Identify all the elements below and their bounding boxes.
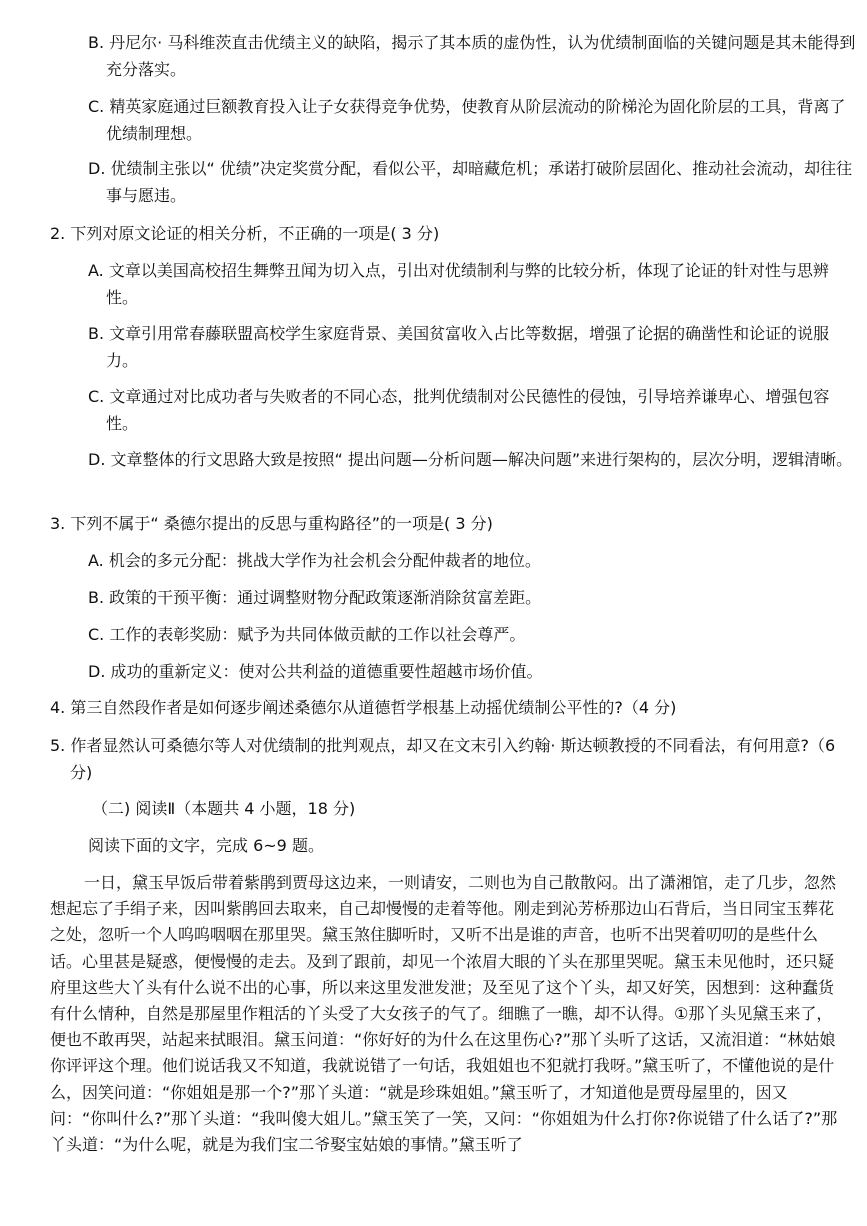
question-5: 5. 作者显然认可桑德尔等人对优绩制的批判观点，却又在文末引入约翰· 斯达顿教授的不同看法，有何用意?（6 分) (50, 736, 836, 782)
q2-option-c: C. 文章通过对比成功者与失败者的不同心态，批判优绩制对公民德性的侵蚀，引导培养谦卑心、增强包容性。 (88, 387, 830, 433)
q3-option-b: B. 政策的干预平衡：通过调整财物分配政策逐渐消除贫富差距。 (88, 588, 542, 607)
q3-option-d: D. 成功的重新定义：使对公共利益的道德重要性超越市场价值。 (88, 662, 543, 681)
reading-instruction: 阅读下面的文字，完成 6~9 题。 (88, 836, 324, 855)
q3-option-c: C. 工作的表彰奖励：赋予为共同体做贡献的工作以社会尊严。 (88, 625, 526, 644)
question-4: 4. 第三自然段作者是如何逐步阐述桑德尔从道德哲学根基上动摇优绩制公平性的?（4 分) (50, 698, 677, 717)
q1-option-b: B. 丹尼尔· 马科维茨直击优绩主义的缺陷，揭示了其本质的虚伪性，认为优绩制面临的关键问题是其未能得到充分落实。 (88, 33, 856, 79)
q2-option-d: D. 文章整体的行文思路大致是按照“ 提出问题—分析问题—解决问题”来进行架构的，层次分明，逻辑清晰。 (88, 450, 853, 469)
q2-option-b: B. 文章引用常春藤联盟高校学生家庭背景、美国贫富收入占比等数据，增强了论据的确凿性和论证的说服力。 (88, 324, 830, 370)
q3-option-a: A. 机会的多元分配：挑战大学作为社会机会分配仲裁者的地位。 (88, 551, 541, 570)
q2-option-a: A. 文章以美国高校招生舞弊丑闻为切入点，引出对优绩制利与弊的比较分析，体现了论证的针对性与思辨性。 (88, 261, 829, 307)
question-2-stem: 2. 下列对原文论证的相关分析，不正确的一项是( 3 分) (50, 224, 440, 243)
question-3-stem: 3. 下列不属于“ 桑德尔提出的反思与重构路径”的一项是( 3 分) (50, 514, 493, 533)
q1-option-d: D. 优绩制主张以“ 优绩”决定奖赏分配，看似公平，却暗藏危机；承诺打破阶层固化、推动社会流动，却往往事与愿违。 (88, 159, 853, 205)
q1-option-c: C. 精英家庭通过巨额教育投入让子女获得竞争优势，使教育从阶层流动的阶梯沦为固化阶层的工具，背离了优绩制理想。 (88, 97, 846, 143)
section-heading: （二) 阅读Ⅱ（本题共 4 小题，18 分) (92, 799, 356, 818)
reading-passage: 一日，黛玉早饭后带着紫鹃到贾母这边来，一则请安，二则也为自己散散闷。出了潇湘馆，走了几步，忽然想起忘了手绢子来，因叫紫鹃回去取来，自己却慢慢的走着等他。刚走到沁芳桥那边山石背后，当日同宝玉葬花之处，忽听一个人呜呜咽咽在那里哭。黛玉煞住脚听时，又听不出是谁的声音，也听不出哭着叨叨的是些什么话。心里甚是疑惑，便慢慢的走去。及到了跟前，却见一个浓眉大眼的丫头在那里哭呢。黛玉未见他时，还只疑府里这些大丫头有什么说不出的心事，所以来这里发泄发泄；及至见了这个丫头，却又好笑，因想到：这种蠢货有什么情种，自然是那屋里作粗活的丫头受了大女孩子的气了。细瞧了一瞧，却不认得。①那丫头见黛玉来了，便也不敢再哭，站起来拭眼泪。黛玉问道：“你好好的为什么在这里伤心?”那丫头听了这话，又流泪道：“林姑娘你评评这个理。他们说话我又不知道，我就说错了一句话，我姐姐也不犯就打我呀。”黛玉听了，不懂他说的是什么，因笑问道：“你姐姐是那一个?”那丫头道：“就是珍珠姐姐。”黛玉听了，才知道他是贾母屋里的，因又问：“你叫什么?”那丫头道：“我叫傻大姐儿。”黛玉笑了一笑，又问：“你姐姐为什么打你?你说错了什么话了?”那丫头道：“为什么呢，就是为我们宝二爷娶宝姑娘的事情。”黛玉听了 (50, 873, 838, 1155)
